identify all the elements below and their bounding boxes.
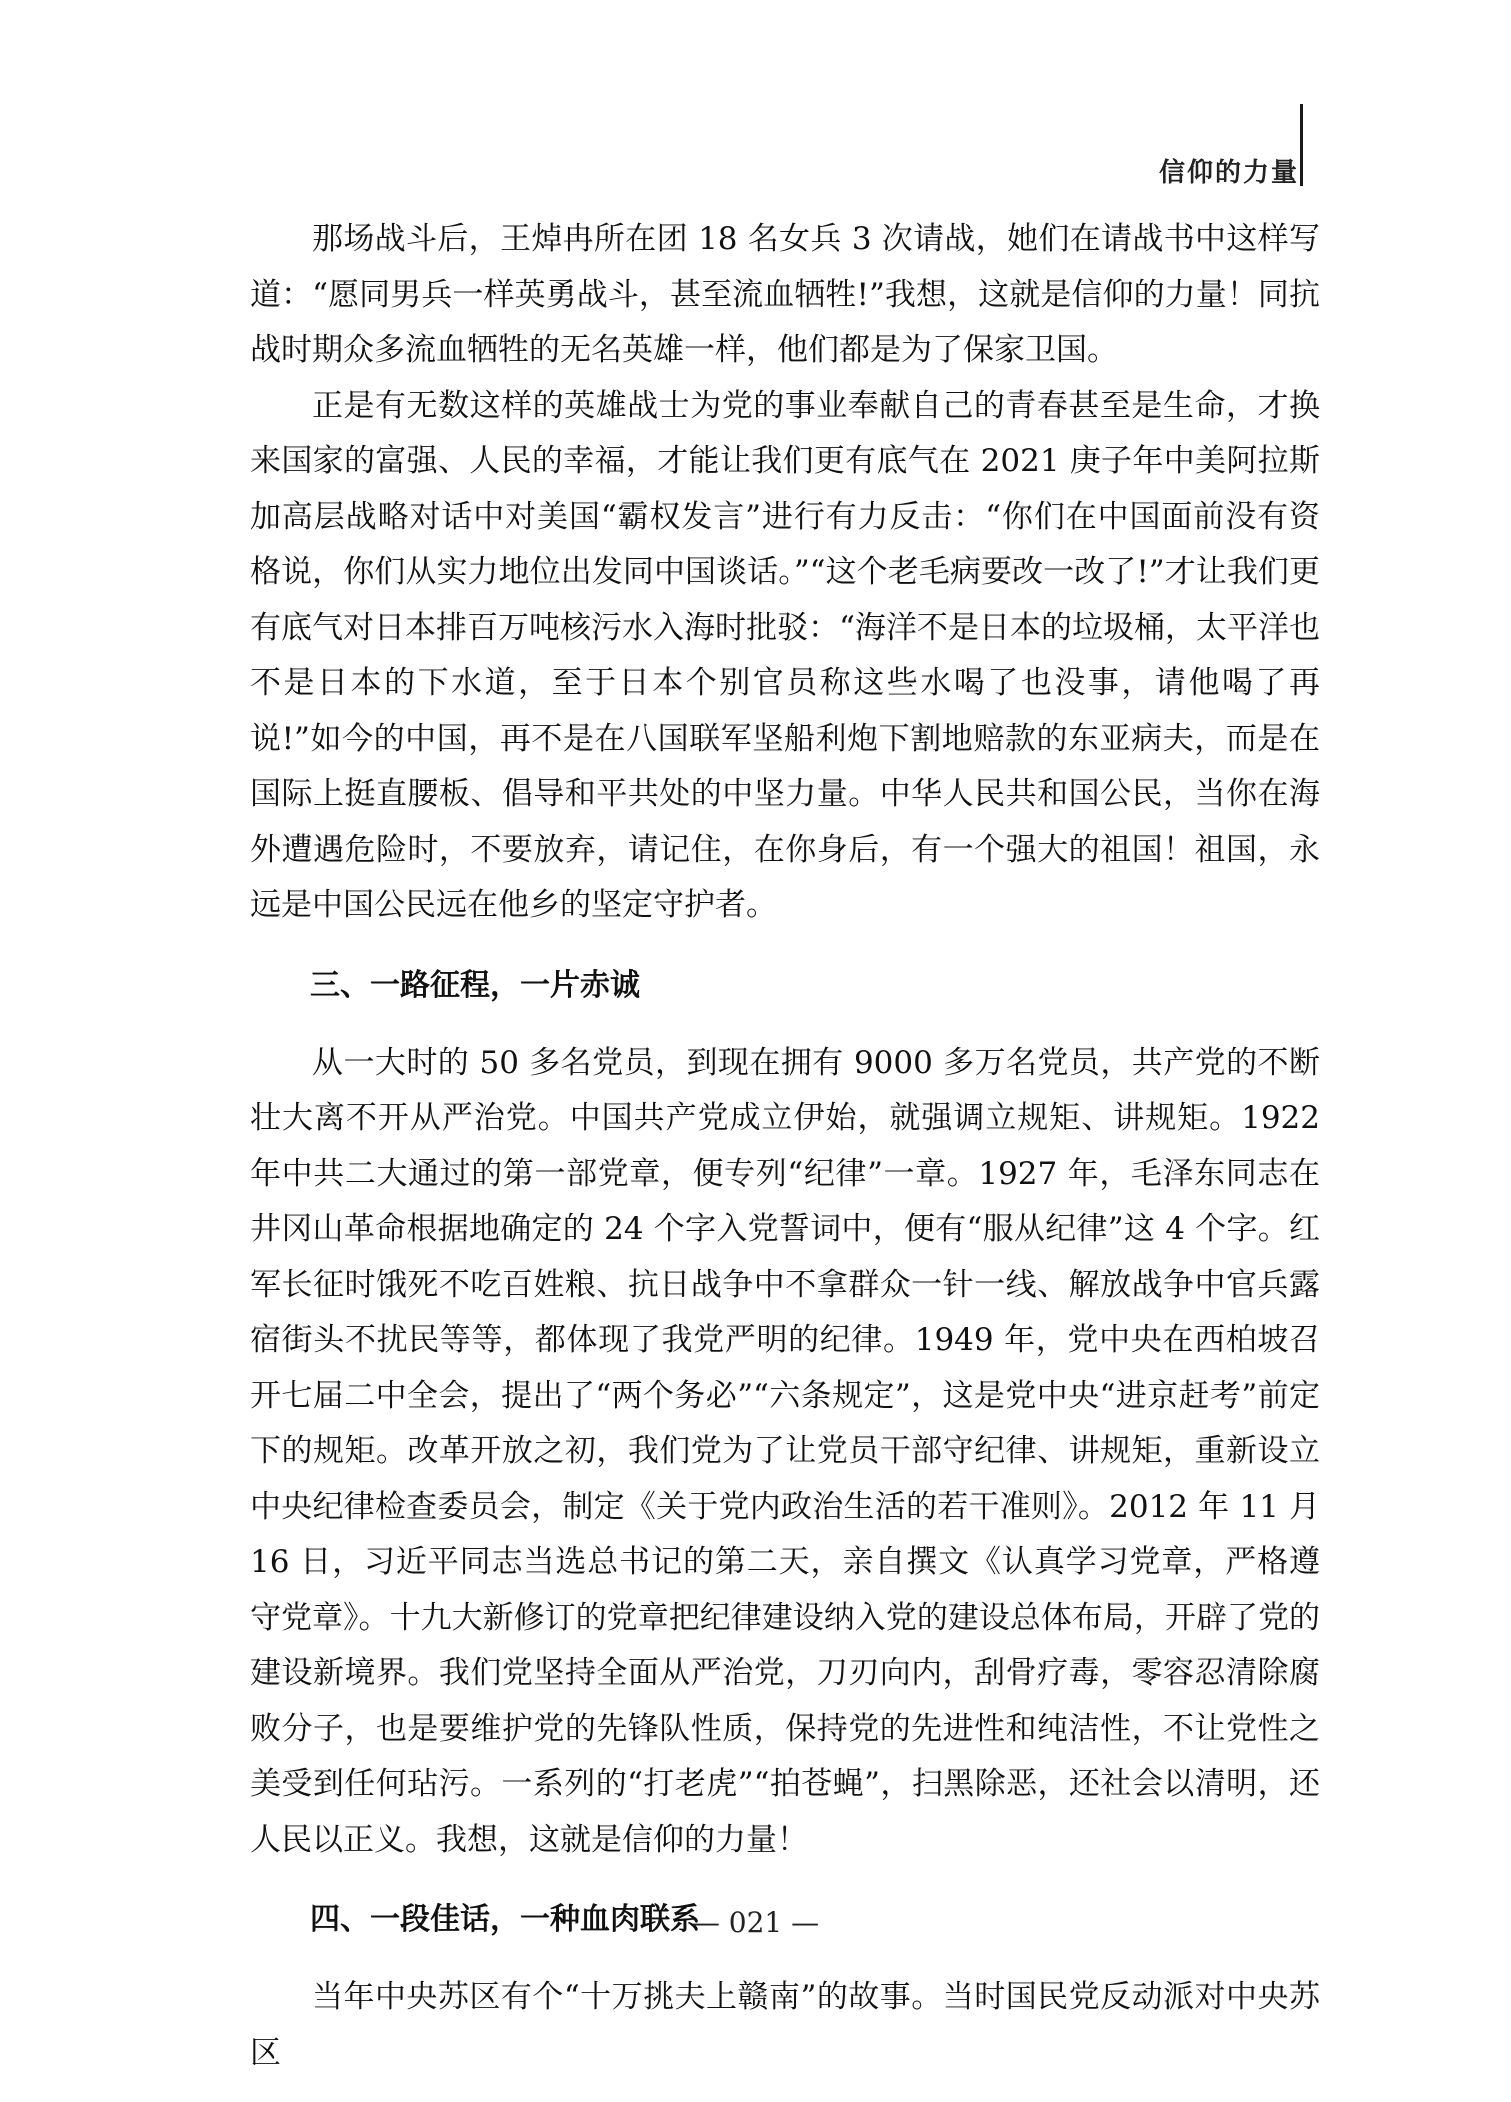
paragraph-1: 那场战斗后，王焯冉所在团 18 名女兵 3 次请战，她们在请战书中这样写道：“愿同男兵一样英勇战斗，甚至流血牺牲!”我想，这就是信仰的力量！同抗战时期众多流血牺牲的无名英雄一样，他们都是为了保家卫国。 — [250, 221, 1320, 368]
body-text — [250, 212, 1320, 2081]
header-rule — [1300, 104, 1303, 186]
page-number: — 021 — — [691, 1906, 820, 1939]
paragraph-2: 正是有无数这样的英雄战士为党的事业奉献自己的青春甚至是生命，才换来国家的富强、人民的幸福，才能让我们更有底气在 2021 庚子年中美阿拉斯加高层战略对话中对美国“霸权发言”进行有力反击：“你们在中国面前没有资格说，你们从实力地位出发同中国谈话。”“这个老毛病要改一改了!”才让我们更有底气对日本排百万吨核污水入海时批驳：“海洋不是日本的垃圾桶，太平洋也不是日本的下水道，至于日本个别官员称这些水喝了也没事，请他喝了再说!”如今的中国，再不是在八国联军坚船利炮下割地赔款的东亚病夫，而是在国际上挺直腰板、倡导和平共处的中坚力量。中华人民共和国公民，当你在海外遭遇危险时，不要放弃，请记住，在你身后，有一个强大的祖国！祖国，永远是中国公民远在他乡的坚定守护者。 — [250, 387, 1320, 923]
running-header-title: 信仰的力量 — [1158, 158, 1299, 188]
section-heading-3: 三、一路征程，一片赤诚 — [310, 967, 640, 1003]
paragraph-3: 从一大时的 50 多名党员，到现在拥有 9000 多万名党员，共产党的不断壮大离不开从严治党。中国共产党成立伊始，就强调立规矩、讲规矩。1922 年中共二大通过的第一部党章，便专列“纪律”一章。1927 年，毛泽东同志在井冈山革命根据地确定的 24 个字入党誓词中，便有“服从纪律”这 4 个字。红军长征时饿死不吃百姓粮、抗日战争中不拿群众一针一线、解放战争中官兵露宿街头不扰民等等，都体现了我党严明的纪律。1949 年，党中央在西柏坡召开七届二中全会，提出了“两个务必”“六条规定”，这是党中央“进京赶考”前定下的规矩。改革开放之初，我们党为了让党员干部守纪律、讲规矩，重新设立中央纪律检查委员会，制定《关于党内政治生活的若干准则》。2012 年 11 月 16 日，习近平同志当选总书记的第二天，亲自撰文《认真学习党章，严格遵守党章》。十九大新修订的党章把纪律建设纳入党的建设总体布局，开辟了党的建设新境界。我们党坚持全面从严治党，刀刃向内，刮骨疗毒，零容忍清除腐败分子，也是要维护党的先锋队性质，保持党的先进性和纯洁性，不让党性之美受到任何玷污。一系列的“打老虎”“拍苍蝇”，扫黑除恶，还社会以清明，还人民以正义。我想，这就是信仰的力量！ — [250, 1044, 1320, 1858]
paragraph-4: 当年中央苏区有个“十万挑夫上赣南”的故事。当时国民党反动派对中央苏区 — [250, 1979, 1320, 2071]
section-heading-4: 四、一段佳话，一种血肉联系 — [310, 1902, 700, 1937]
